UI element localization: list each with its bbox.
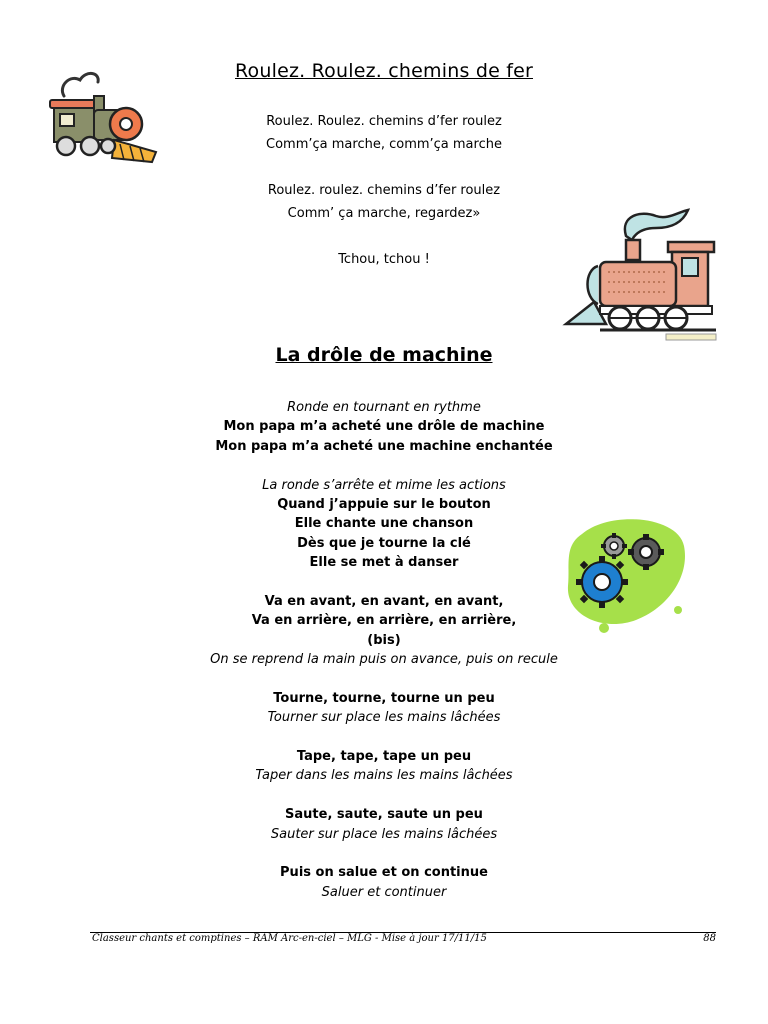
lyric-line: Tchou, tchou ! [338,252,430,267]
instruction-line: Ronde en tournant en rythme [287,400,481,415]
lyric-line: Va en avant, en avant, en avant, [264,593,504,609]
lyric-line: Quand j’appuie sur le bouton [277,496,491,512]
footer-text: Classeur chants et comptines – RAM Arc-en-ciel – MLG - Mise à jour 17/11/15 [92,933,487,944]
instruction-line: Sauter sur place les mains lâchées [270,826,498,842]
lyric-line: Comm’ça marche, comm’ça marche [266,137,502,152]
lyric-line: Saute, saute, saute un peu [285,807,483,823]
stanza-gap [0,669,768,688]
song-title: Roulez. Roulez. chemins de fer [235,60,533,82]
stanza-gap [0,156,768,179]
stanza-gap [0,844,768,863]
stanza-gap [0,728,768,747]
lyric-line: (bis) [367,632,401,648]
lyric-line: Roulez. roulez. chemins d’fer roulez [267,183,501,198]
song-title: La drôle de machine [275,344,493,366]
instruction-line: On se reprend la main puis on avance, puis on recule [210,652,558,668]
lyric-line: Roulez. Roulez. chemins d’fer roulez [266,114,502,129]
lyric-line: Tape, tape, tape un peu [296,749,472,765]
lyric-line: Dès que je tourne la clé [297,535,471,551]
lyric-line: Puis on salue et on continue [280,865,488,881]
instruction-line: Saluer et continuer [321,884,447,900]
lyric-line: Mon papa m’a acheté une drôle de machine [223,419,545,435]
stanza-gap [0,786,768,805]
song-lyrics [0,398,768,902]
lyric-line: Elle se met à danser [309,555,459,571]
instruction-line: Tourner sur place les mains lâchées [267,710,501,726]
lyric-line: Tourne, tourne, tourne un peu [273,690,495,706]
stanza-gap [0,456,768,475]
page-number: 88 [703,933,716,944]
lyric-line: Comm’ ça marche, regardez» [287,206,481,221]
song-lyrics [0,110,768,271]
stanza-gap [0,573,768,592]
stanza-gap [0,225,768,248]
lyric-line: Elle chante une chanson [294,516,474,532]
instruction-line: La ronde s’arrête et mime les actions [262,477,506,493]
page-footer [92,933,716,944]
instruction-line: Taper dans les mains les mains lâchées [255,768,513,784]
lyric-line: Mon papa m’a acheté une machine enchantée [215,438,553,454]
lyric-line: Va en arrière, en arrière, en arrière, [251,613,517,629]
